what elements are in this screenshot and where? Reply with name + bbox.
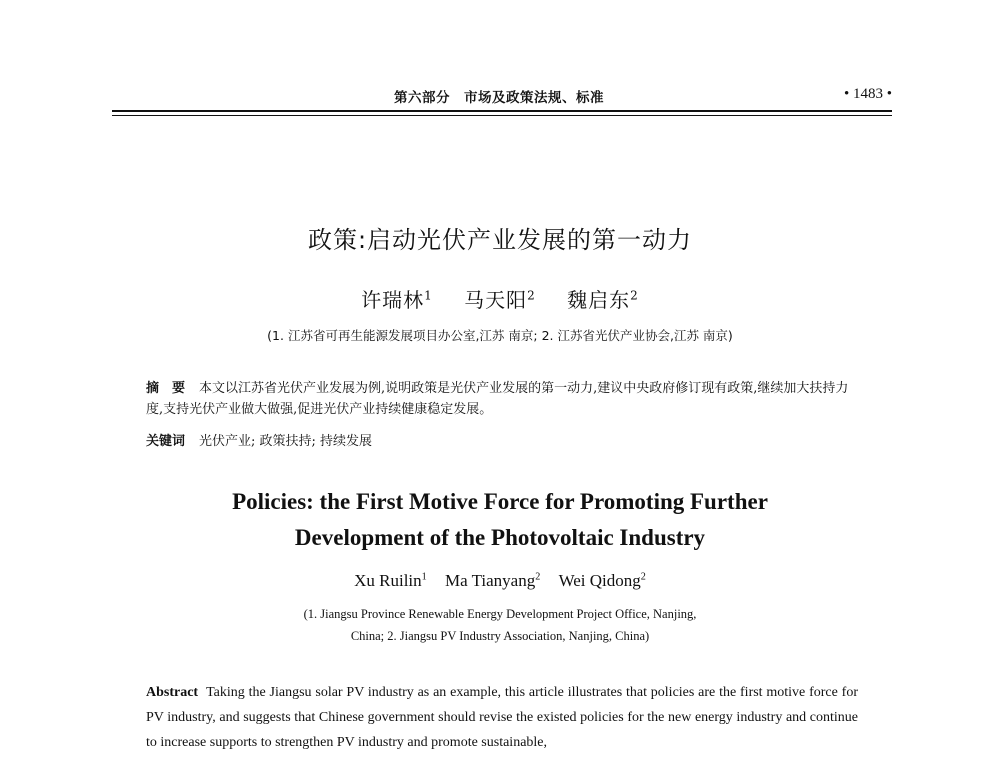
english-abstract-text: Taking the Jiangsu solar PV industry as an example, this article illustrates that policies are the first motive force for PV industry, and suggests that Chinese government should revise the existed policies for the new energy industry and continue to increase supports to strengthen PV industry and promote sustainable, [146,685,858,750]
english-abstract-label: Abstract [146,685,199,700]
author-3: 魏启东$^2$ [567,288,639,312]
chinese-title: 政策:启动光伏产业发展的第一动力 [307,226,693,254]
section-title: 第六部分 市场及政策法规、标准 [394,90,604,106]
author-1: 许瑞林$^1$ [361,288,433,312]
english-affil-line-1: (1. Jiangsu Province Renewable Energy Development Project Office, Nanjing, [303,607,697,621]
english-title [0,484,1000,556]
chinese-abstract [146,378,858,420]
english-affil-line-2: China; 2. Jiangsu PV Industry Association, Nanjing, China) [350,629,650,643]
chinese-abstract-label: 摘 要 [146,381,186,396]
english-authors [0,571,1000,591]
english-affiliations [0,603,1000,647]
author-en-2: Ma Tianyang$^2$ [445,571,541,590]
english-title-line-2: Development of the Photovoltaic Industry [294,525,706,550]
chinese-abstract-text: 本文以江苏省光伏产业发展为例,说明政策是光伏产业发展的第一动力,建议中央政府修订现有政策,继续加大扶持力度,支持光伏产业做大做强,促进光伏产业持续健康稳定发展。 [146,381,849,417]
chinese-authors [0,284,1000,313]
chinese-affiliations: (1. 江苏省可再生能源发展项目办公室,江苏 南京; 2. 江苏省光伏产业协会,江苏 南京) [267,328,733,343]
chinese-keywords-label: 关键词 [146,434,186,449]
header-rule-thin [112,115,892,116]
author-en-1: Xu Ruilin$^1$ [354,571,427,590]
page-number: • 1483 • [843,86,892,102]
running-header [112,86,892,108]
author-2: 马天阳$^2$ [464,288,536,312]
chinese-keywords-text: 光伏产业; 政策扶持; 持续发展 [199,434,373,449]
header-rule-thick [112,110,892,112]
english-abstract [146,680,858,755]
author-en-3: Wei Qidong$^2$ [558,571,646,590]
english-title-line-1: Policies: the First Motive Force for Promoting Further [232,489,768,514]
chinese-keywords [146,430,858,449]
